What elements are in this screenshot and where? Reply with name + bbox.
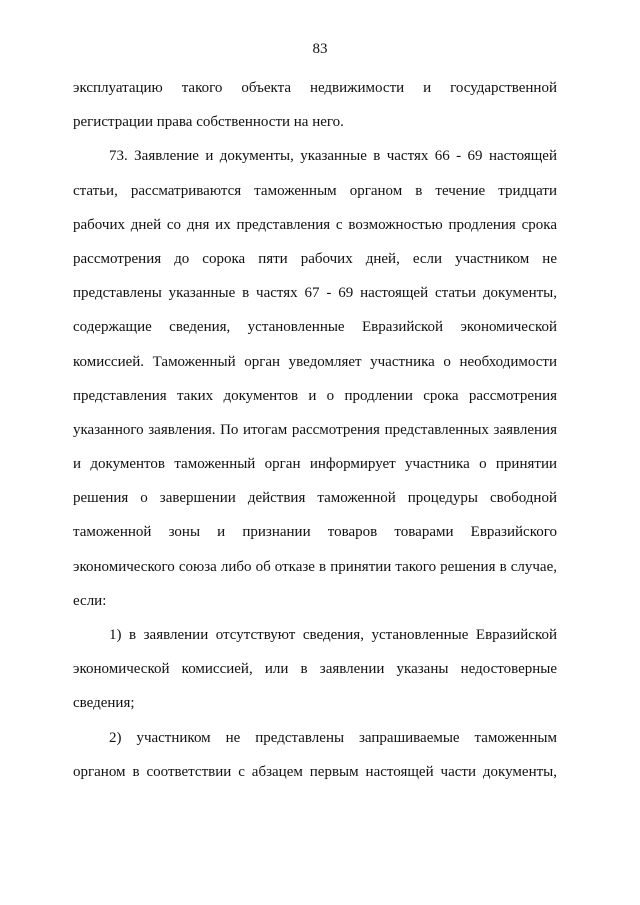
text-line: и документов таможенный орган информирует участника о принятии: [73, 456, 557, 473]
paragraph-73: [73, 144, 557, 623]
text-line: представления таких документов и о продлении срока рассмотрения: [73, 387, 557, 404]
list-item-2: [73, 726, 557, 794]
text-line: если:: [73, 592, 107, 609]
document-body: [73, 76, 557, 794]
text-line: 2) участником не представлены запрашиваемые таможенным: [109, 729, 557, 746]
text-line: комиссией. Таможенный орган уведомляет участника о необходимости: [73, 353, 557, 370]
text-line: статьи, рассматриваются таможенным органом в течение тридцати: [73, 182, 557, 199]
text-line: 73. Заявление и документы, указанные в частях 66 - 69 настоящей: [109, 148, 557, 165]
text-line: экономического союза либо об отказе в принятии такого решения в случае,: [73, 558, 557, 575]
text-line: эксплуатацию такого объекта недвижимости и государственной: [73, 80, 557, 96]
text-line: сведения;: [73, 695, 135, 712]
text-line: экономической комиссией, или в заявлении указаны недостоверные: [73, 661, 557, 678]
text-line: таможенной зоны и признании товаров товарами Евразийского: [73, 524, 557, 541]
text-line: содержащие сведения, установленные Евразийской экономической: [73, 319, 557, 336]
text-line: органом в соответствии с абзацем первым настоящей части документы,: [73, 763, 557, 780]
text-line: 1) в заявлении отсутствуют сведения, установленные Евразийской: [109, 627, 557, 643]
text-line: регистрации права собственности на него.: [73, 114, 344, 131]
text-line: представлены указанные в частях 67 - 69 настоящей статьи документы,: [73, 285, 557, 302]
text-line: рабочих дней со дня их представления с возможностью продления срока: [73, 216, 557, 233]
text-line: указанного заявления. По итогам рассмотрения представленных заявления: [73, 421, 557, 438]
list-item-1: [73, 623, 557, 726]
text-line: решения о завершении действия таможенной процедуры свободной: [73, 490, 557, 507]
paragraph-continuation: [73, 76, 557, 144]
page-number: 83: [312, 41, 328, 57]
text-line: рассмотрения до сорока пяти рабочих дней, если участником не: [73, 250, 557, 267]
